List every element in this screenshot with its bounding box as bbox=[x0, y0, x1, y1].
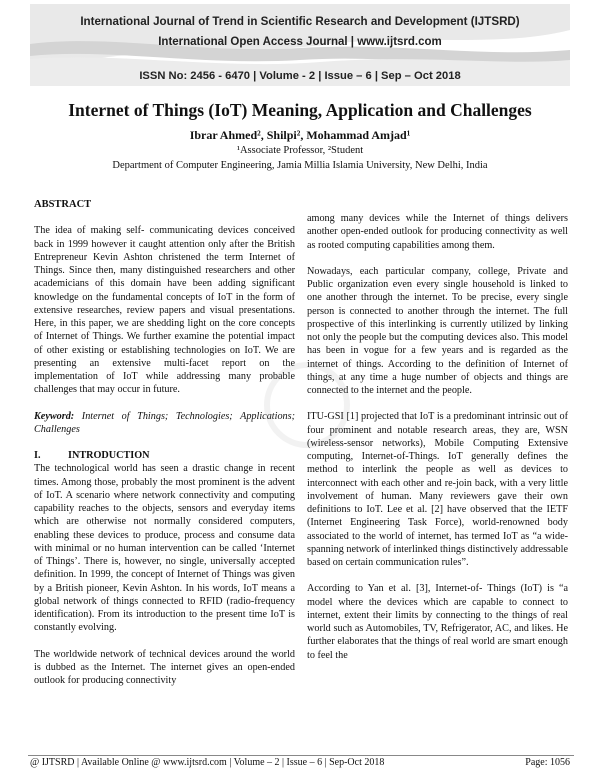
journal-issn-line: ISSN No: 2456 - 6470 | Volume - 2 | Issue – 6 | Sep – Oct 2018 bbox=[139, 70, 461, 82]
keywords-text: Internet of Things; Technologies; Applications; Challenges bbox=[34, 410, 296, 435]
abstract-heading: ABSTRACT bbox=[34, 199, 92, 210]
footer-page-number: Page: 1056 bbox=[525, 757, 570, 768]
right-paragraph-1: among many devices while the Internet of things delivers another open-ended outlook for producing connectivity as well as rooted computing capabilities among them. bbox=[307, 213, 568, 251]
page-footer bbox=[30, 757, 570, 768]
paper-authors: Ibrar Ahmed², Shilpi², Mohammad Amjad¹ bbox=[189, 128, 411, 142]
section-number: I. bbox=[34, 450, 41, 461]
author-department: Department of Computer Engineering, Jamia Millia Islamia University, New Delhi, India bbox=[112, 160, 488, 171]
author-affiliation: ¹Associate Professor, ²Student bbox=[236, 145, 364, 156]
journal-watermark-graphic bbox=[232, 360, 382, 450]
intro-paragraph-1: The technological world has seen a drastic change in recent times. Among those, probably the most prominent is the advent of IoT. A scenario where network connectivity and computing capability reaches to the objects, sensors and everyday items which are otherwise not normally considered computers, enabling these devices to produce, process and consume data with minimal or no human intervention can be called ‘Internet of Things’. There is, however, no single, universally accepted definition. In 1999, the concept of Internet of Things was given by a British pioneer, Kevin Ashton. In his words, IoT means a global network of things connected to RFID (radio-frequency identification). From its introduction to the present time IoT is constantly evolving. bbox=[34, 463, 295, 634]
right-paragraph-2: Nowadays, each particular company, college, Private and Public organization even every single household is linked to one another through the internet. To be precise, every single person is connected to another through the internet. The full prospective of this interlinking is currently utilized by linking not only the people but the computing devices also. This model has been in vogue for a few years and is regarded as the internet of things. According to the definition of Internet of things, at any time a huge number of objects and things are connected to the internet and the people. bbox=[307, 265, 568, 396]
right-paragraph-4: According to Yan et al. [3], Internet-of- Things (IoT) is “a model where the devices which are capable to connect to internet, extent their limits by connecting to the things of real world such as Automobiles, TV, Refrigerator, AC, and likes. He further elaborates that the things of real world are smart enough to feel the bbox=[307, 583, 568, 661]
footer-divider bbox=[28, 755, 574, 756]
section-title: INTRODUCTION bbox=[68, 450, 150, 461]
intro-paragraph-2: The worldwide network of technical devices around the world is dubbed as the Internet. The internet gives an open-ended outlook for producing connectivity bbox=[34, 648, 295, 686]
footer-journal-info: @ IJTSRD | Available Online @ www.ijtsrd.com | Volume – 2 | Issue – 6 | Sep-Oct 2018 bbox=[30, 757, 385, 768]
section-heading-introduction bbox=[34, 449, 295, 462]
journal-header bbox=[30, 4, 570, 86]
paper-title: Internet of Things (IoT) Meaning, Application and Challenges bbox=[68, 100, 532, 120]
abstract-text: The idea of making self- communicating devices conceived back in 1999 however it caught attention only after the British Entrepreneur Kevin Ashton christened the term Internet of Things. Since then, many distinguished researchers and other academicians of this domain have been adding significant knowledge on the fundamental concepts of IoT in the form of extensive researches, review papers and visual presentations. Here, in this paper, we are shedding light on the core concepts of Internet of Things. We further examine the potential impact of other existing or establishing technologies on IoT. We are presenting an extensive multi-facet report on the implementation of IoT while addressing many probable challenges that may occur in future. bbox=[34, 225, 295, 396]
right-paragraph-3: ITU-GSI [1] projected that IoT is a predominant intrinsic out of four prominent and notable research areas, they are, WSN (wireless-sensor networks), Mobile Computing Extensive computing, Internet-of-Things. IoT generally defines the method to interlink the people as well as devices to interconnect with each other and re-join back, with a very little involvement of human. Many reviewers gave their own definitions to IoT. Lee et al. [2] have observed that the IETF (Internet Engineering Task Force), world-renowned body associated to the world of internet, has termed IoT as “a wide- spanning network of interlinked things distinctively addressable based on certain communication rules”. bbox=[307, 411, 568, 568]
journal-access-line: International Open Access Journal | www.ijtsrd.com bbox=[158, 36, 442, 48]
keywords-label: Keyword: bbox=[34, 410, 75, 422]
journal-name: International Journal of Trend in Scientific Research and Development (IJTSRD) bbox=[80, 15, 520, 28]
